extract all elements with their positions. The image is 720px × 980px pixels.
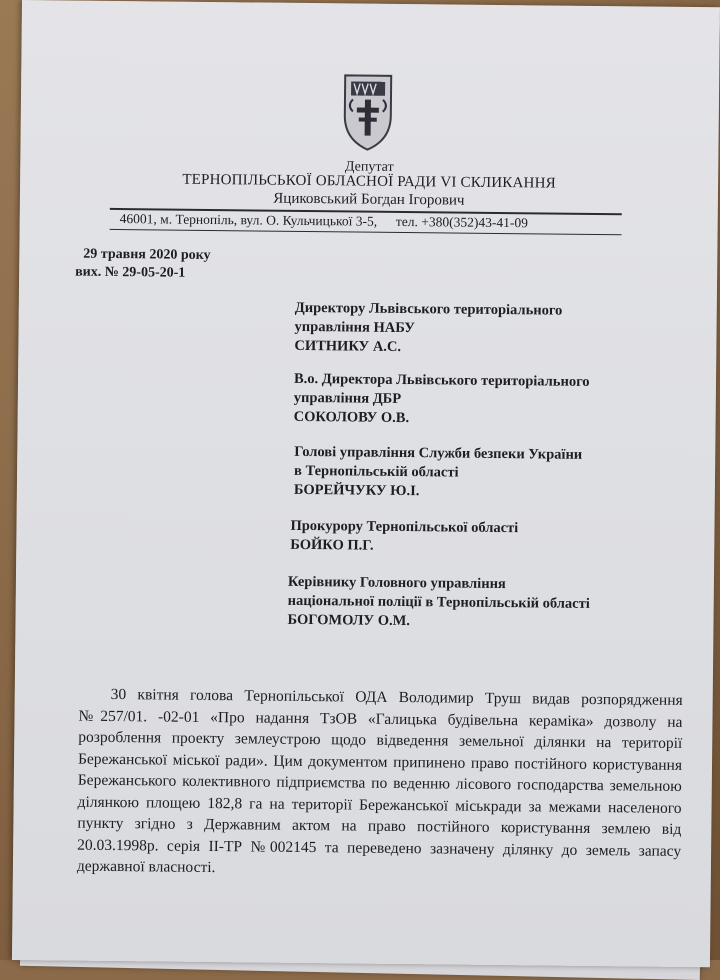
addressee-line: управління НАБУ [294,318,416,337]
addressee-dbr [294,370,590,430]
letterhead-name: Яциковський Богдан Ігорович [273,190,465,209]
outgoing-number: вих. № 29-05-20-1 [75,264,186,281]
document-page [12,0,720,967]
addressee-line: БОЙКО П.Г. [290,536,374,554]
addressee-line: Голові управління Служби безпеки України [294,443,583,463]
addressee-line: управління ДБР [293,389,402,407]
letter-date: 29 травня 2020 року [83,246,211,263]
letterhead-council: ТЕРНОПІЛЬСЬКОЇ ОБЛАСНОЇ РАДИ VI СКЛИКАННЯ [182,171,556,192]
addressee-line: Прокурору Тернопільської області [290,517,519,537]
addressee-line: В.о. Директора Львівського територіального [293,370,590,390]
letterhead-contacts [120,211,528,231]
addressee-line: Керівнику Головного управління [287,573,506,593]
addressee-line: Директору Львівського територіального [294,299,563,319]
letterhead-title: Депутат [344,159,394,175]
addressee-line: СОКОЛОВУ О.В. [293,408,410,427]
addressee-nabu [294,299,562,359]
body-paragraph: 30 квітня голова Тернопільської ОДА Володимир Труш видав розпорядження №257/01. -02-01 «Про надання ТзОВ «Галицька будівельна кераміка» дозволу на розроблення проекту землеустрою щодо відведення земельної ділянки на території Бережанської міської ради». Цим документом припинено право постійного користування Бережанського колективного підприємства по веденню лісового господарства земельною ділянкою площею 182,8 га на території Бережанської міськради за межами населеного пункту згідно з Державним актом на право постійного користування землею від 20.03.1998р. серія ІІ-ТР №002145 та переведено зазначену ділянку до земель запасу державної власності. [76,685,683,877]
addressee-line: СИТНИКУ А.С. [294,337,402,355]
addressee-sbu [294,443,583,503]
addressee-line: національної поліції в Тернопільській області [287,592,590,612]
addressee-line: в Тернопільській області [294,462,459,481]
coat-of-arms-icon [338,69,397,152]
letterhead-phone: тел. +380(352)43-41-09 [395,213,528,231]
addressee-police [287,573,590,633]
letterhead-divider-bottom [110,229,622,235]
addressee-line: БОРЕЙЧУКУ Ю.І. [293,481,420,500]
addressee-prosecutor [290,517,518,557]
addressee-line: БОГОМОЛУ О.М. [287,611,411,630]
letterhead-address: 46001, м. Тернопіль, вул. О. Кульчицької 3-5, [119,211,378,229]
